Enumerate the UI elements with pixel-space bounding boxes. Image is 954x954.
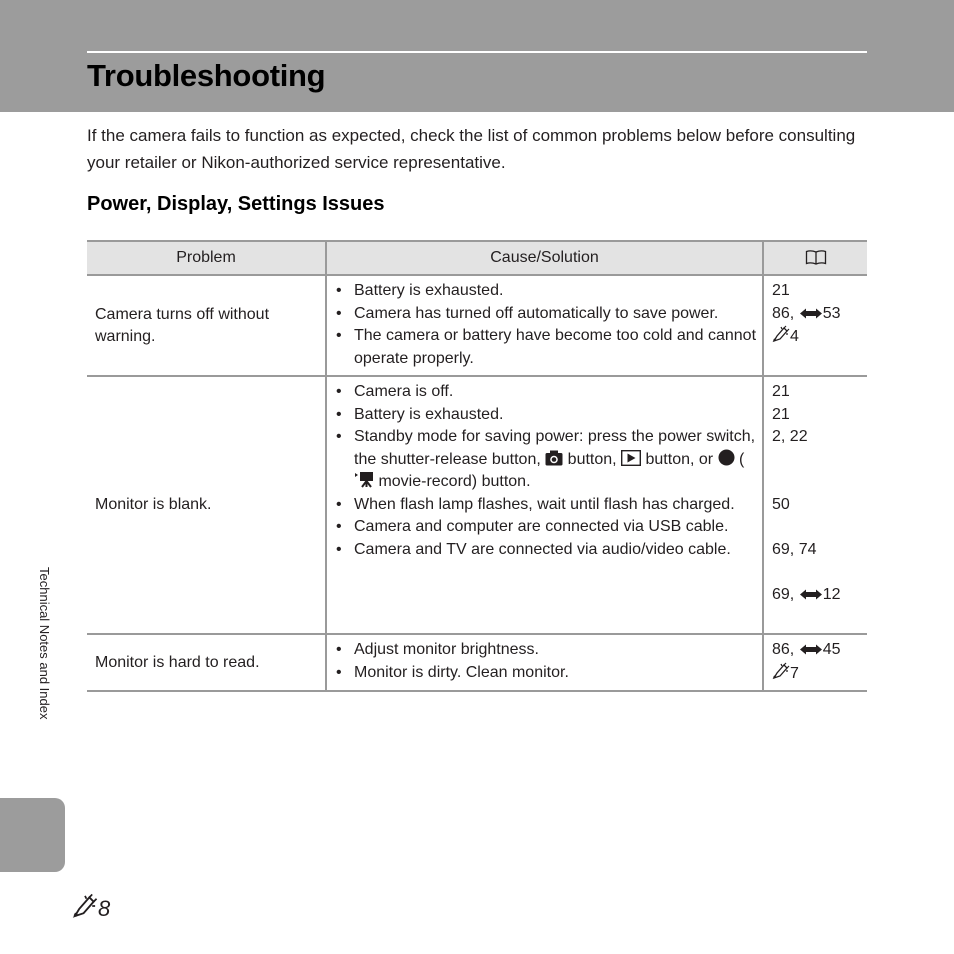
page-ref: 2, 22 bbox=[772, 428, 808, 445]
section-title: Power, Display, Settings Issues bbox=[87, 193, 385, 215]
movie-icon bbox=[354, 471, 374, 488]
list-item: • Camera has turned off automatically to save power. bbox=[327, 303, 762, 326]
page-number: 8 bbox=[72, 893, 110, 922]
technical-notes-icon bbox=[72, 893, 98, 919]
table-row bbox=[87, 634, 867, 691]
page-ref-cell bbox=[763, 376, 867, 634]
list-item: • Camera is off. bbox=[327, 381, 762, 404]
camera-icon bbox=[545, 450, 563, 466]
list-item: • The camera or battery have become too cold and cannot operate properly. bbox=[327, 325, 762, 370]
page-ref: 69, 74 bbox=[772, 540, 817, 558]
problem-cell: Monitor is hard to read. bbox=[87, 634, 326, 691]
troubleshooting-table bbox=[87, 240, 867, 692]
header-cause: Cause/Solution bbox=[326, 241, 763, 275]
reference-section-icon bbox=[799, 307, 823, 320]
list-item: • Camera and computer are connected via USB cable. bbox=[327, 516, 762, 539]
cause-cell bbox=[326, 275, 763, 376]
page-ref: 86, 45 bbox=[772, 641, 841, 658]
section-tab bbox=[0, 798, 65, 872]
list-item: • Adjust monitor brightness. bbox=[327, 639, 762, 662]
list-item: • Battery is exhausted. bbox=[327, 404, 762, 427]
cause-cell bbox=[326, 376, 763, 634]
record-icon bbox=[718, 449, 735, 466]
list-item: • Battery is exhausted. bbox=[327, 280, 762, 303]
page-title: Troubleshooting bbox=[87, 58, 326, 93]
table-header-row bbox=[87, 241, 867, 275]
cause-cell bbox=[326, 634, 763, 691]
technical-notes-icon bbox=[772, 662, 790, 680]
table-row bbox=[87, 376, 867, 634]
header-page-ref bbox=[763, 241, 867, 275]
list-item: • When flash lamp flashes, wait until flash has charged. bbox=[327, 494, 762, 517]
page-ref: 4 bbox=[772, 325, 867, 349]
technical-notes-icon bbox=[772, 325, 790, 343]
page-ref: 21 bbox=[772, 383, 790, 400]
list-item: • Camera and TV are connected via audio/video cable. bbox=[327, 539, 762, 562]
reference-section-icon bbox=[799, 643, 823, 656]
page-ref-cell bbox=[763, 634, 867, 691]
list-item: • Monitor is dirty. Clean monitor. bbox=[327, 662, 762, 685]
page-ref: 86, 53 bbox=[772, 304, 841, 322]
page-ref: 21 bbox=[772, 282, 790, 299]
playback-icon bbox=[621, 450, 641, 466]
list-item: • Standby mode for saving power: press the power switch, the shutter-release button, button, button, or ( movie-record) button. bbox=[327, 426, 762, 494]
problem-cell: Camera turns off without warning. bbox=[87, 275, 326, 376]
page-ref: 7 bbox=[772, 662, 867, 686]
reference-section-icon bbox=[799, 588, 823, 601]
table-row bbox=[87, 275, 867, 376]
book-icon bbox=[805, 250, 827, 265]
page-ref: 69, 12 bbox=[772, 585, 841, 603]
problem-cell: Monitor is blank. bbox=[87, 376, 326, 634]
header-problem: Problem bbox=[87, 241, 326, 275]
header-band bbox=[0, 0, 954, 112]
intro-paragraph: If the camera fails to function as expected, check the list of common problems below before consulting your retailer or Nikon-authorized service representative. bbox=[87, 126, 856, 172]
page-ref-cell bbox=[763, 275, 867, 376]
page-ref: 50 bbox=[772, 495, 790, 513]
page-ref: 21 bbox=[772, 405, 790, 423]
section-side-label: Technical Notes and Index bbox=[37, 567, 52, 720]
header-rule bbox=[87, 51, 867, 53]
